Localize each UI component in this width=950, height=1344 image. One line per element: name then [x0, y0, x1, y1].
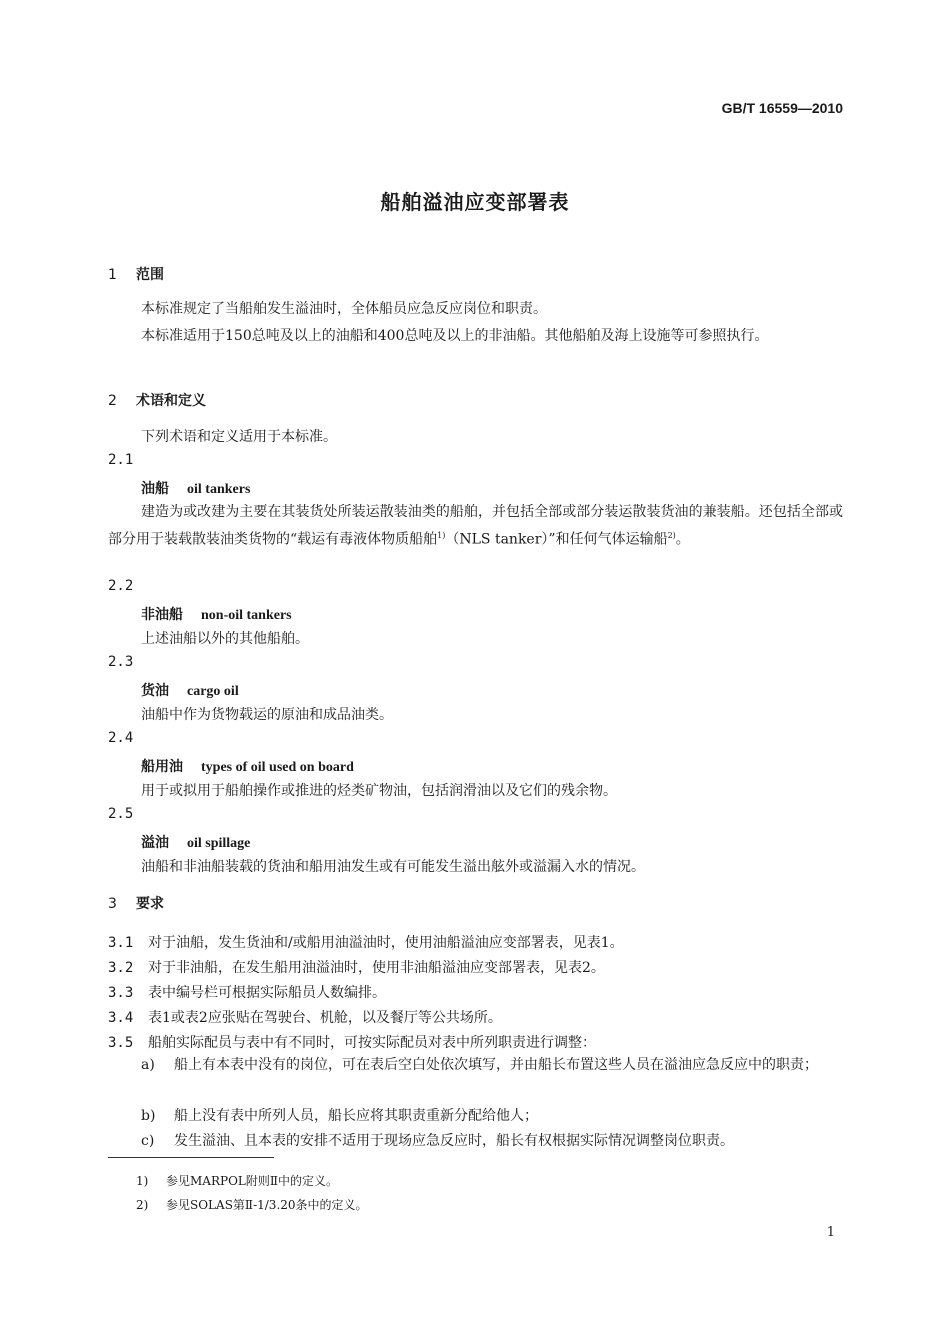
term-2-5-definition: 油船和非油船装载的货油和船用油发生或有可能发生溢出舷外或溢漏入水的情况。 — [141, 859, 645, 875]
term-2-3-definition: 油船中作为货物载运的原油和成品油类。 — [141, 707, 393, 723]
requirement-3-5: 3.5 船舶实际配员与表中有不同时，可按实际配员对表中所列职责进行调整： — [108, 1035, 596, 1051]
term-2-4-number: 2.4 — [108, 730, 134, 746]
requirement-3-2: 3.2 对于非油船，在发生船用油溢油时，使用非油船溢油应变部署表，见表2。 — [108, 960, 605, 976]
term-2-1-definition: 建造为或改建为主要在其装货处所装运散装油类的船舶，并包括全部或部分装运散装货油的兼装船。还包括全部或部分用于装载散装油类货物的“载运有毒液体物质船舶$^{1)}$（NLS tanker）”和任何气体运输船$^{2)}$。 — [108, 504, 843, 548]
footnote-divider — [108, 1157, 274, 1158]
section-3-heading: 3 要求 — [108, 896, 164, 912]
term-2-2-number: 2.2 — [108, 578, 134, 594]
term-2-5: 溢油 oil spillage — [141, 835, 251, 851]
term-2-4-definition: 用于或拟用于船舶操作或推进的烃类矿物油，包括润滑油以及它们的残余物。 — [141, 783, 617, 799]
footnote-1: 1) 参见MARPOL附则Ⅱ中的定义。 — [136, 1174, 339, 1188]
term-2-1-number: 2.1 — [108, 452, 134, 468]
term-2-5-number: 2.5 — [108, 806, 134, 822]
list-item: c) 发生溢油、且本表的安排不适用于现场应急反应时，船长有权根据实际情况调整岗位职责。 — [141, 1133, 734, 1149]
section-1-heading: 1 范围 — [108, 267, 164, 283]
requirement-3-3: 3.3 表中编号栏可根据实际船员人数编排。 — [108, 985, 386, 1001]
section-2-heading: 2 术语和定义 — [108, 393, 206, 409]
term-2-1: 油船 oil tankers — [141, 481, 251, 497]
term-2-2-definition: 上述油船以外的其他船舶。 — [141, 631, 309, 647]
section-1-para-1: 本标准规定了当船舶发生溢油时，全体船员应急反应岗位和职责。 — [141, 301, 547, 317]
requirement-3-1: 3.1 对于油船，发生货油和/或船用油溢油时，使用油船溢油应变部署表，见表1。 — [108, 935, 624, 951]
requirement-3-4: 3.4 表1或表2应张贴在驾驶台、机舱，以及餐厅等公共场所。 — [108, 1010, 502, 1026]
term-2-4: 船用油 types of oil used on board — [141, 759, 354, 775]
term-2-3: 货油 cargo oil — [141, 683, 239, 699]
document-title: 船舶溢油应变部署表 — [380, 190, 570, 214]
section-2-intro: 下列术语和定义适用于本标准。 — [141, 429, 337, 445]
page-number: 1 — [826, 1225, 835, 1240]
section-1-para-2: 本标准适用于150总吨及以上的油船和400总吨及以上的非油船。其他船舶及海上设施等可参照执行。 — [141, 328, 769, 344]
standard-number: GB/T 16559—2010 — [721, 100, 843, 116]
term-2-2: 非油船 non-oil tankers — [141, 607, 292, 623]
term-2-3-number: 2.3 — [108, 654, 134, 670]
list-item: b) 船上没有表中所列人员，船长应将其职责重新分配给他人； — [141, 1108, 538, 1124]
list-item: a) 船上有本表中没有的岗位，可在表后空白处依次填写，并由船长布置这些人员在溢油应急反应中的职责； — [141, 1057, 818, 1073]
footnote-2: 2) 参见SOLAS第Ⅱ-1/3.20条中的定义。 — [136, 1198, 368, 1212]
